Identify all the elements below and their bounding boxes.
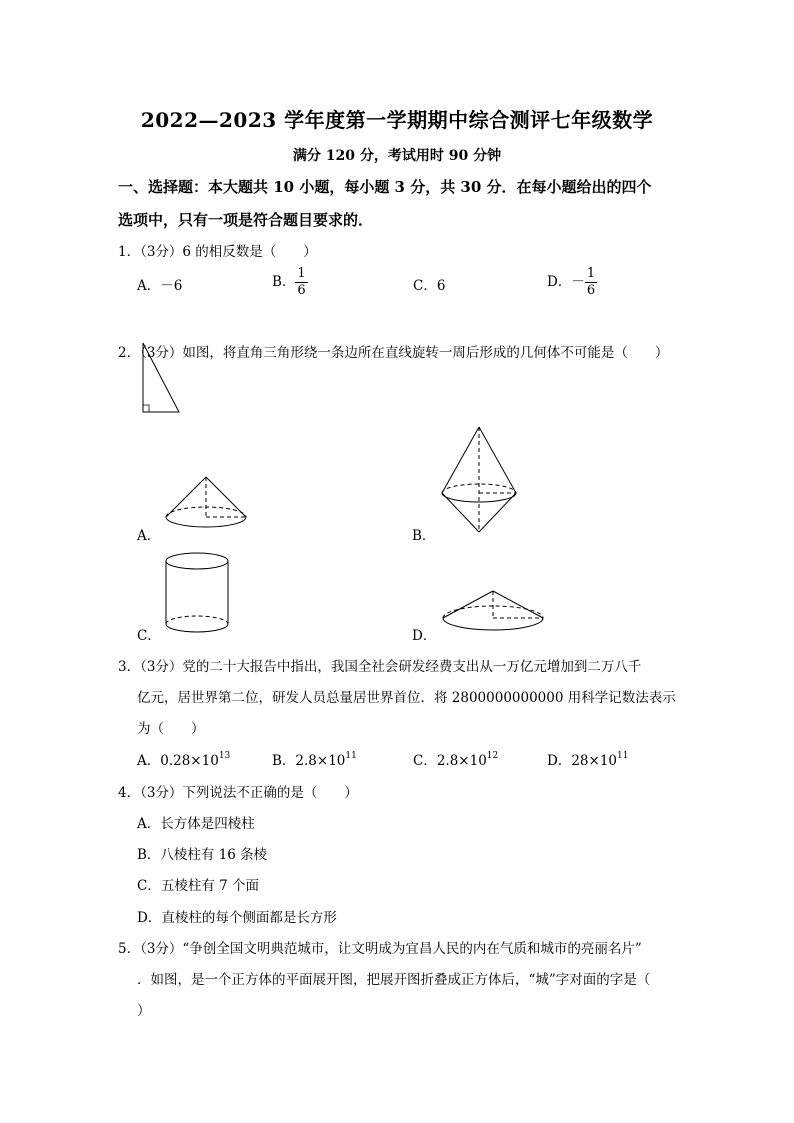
q1-option-c: C．6 [413, 278, 446, 294]
q4-stem: 4．（3分）下列说法不正确的是（ ） [118, 785, 358, 801]
page-subtitle: 满分 120 分，考试用时 90 分钟 [292, 148, 502, 164]
q1-option-d [547, 266, 597, 299]
q1-option-b-prefix: B． [272, 274, 296, 290]
q2-stem: 2．（3分）如图，将直角三角形绕一条边所在直线旋转一周后形成的几何体不可能是（ ） [118, 345, 669, 361]
q3-option-c-base: C．2.8×10 [413, 753, 487, 769]
q3-stem-line1: 3．（3分）党的二十大报告中指出，我国全社会研发经费支出从一万亿元增加到二万八千 [118, 659, 642, 675]
q3-option-d [547, 749, 628, 769]
q1-option-a: A．－6 [137, 278, 183, 294]
q1-option-d-prefix: D．－ [547, 274, 585, 290]
q5-stem-line3: ） [137, 1003, 151, 1019]
q3-stem-line3: 为（ ） [137, 721, 205, 737]
fraction-numerator: 1 [586, 266, 596, 281]
q3-option-a-exponent: 13 [218, 751, 231, 761]
q1-stem: 1．（3分）6 的相反数是（ ） [118, 244, 317, 260]
q1-option-b [272, 266, 308, 299]
q3-option-b [272, 749, 357, 769]
q4-option-a: A．长方体是四棱柱 [137, 816, 255, 832]
section-heading-line2: 选项中，只有一项是符合题目要求的． [118, 211, 374, 229]
fraction-denominator: 6 [297, 283, 306, 298]
q2-option-c-label: C． [137, 628, 161, 644]
section-heading-line1: 一、选择题：本大题共 10 小题，每小题 3 分，共 30 分．在每小题给出的四个 [118, 178, 652, 196]
page-title: 2022—2023 学年度第一学期期中综合测评七年级数学 [140, 108, 654, 132]
q4-option-c: C．五棱柱有 7 个面 [137, 878, 260, 894]
fraction-denominator: 6 [586, 283, 596, 298]
fraction-numerator: 1 [297, 266, 306, 281]
q3-stem-line2: 亿元，居世界第二位，研发人员总量居世界首位．将 2800000000000 用科学记数法表示 [137, 690, 676, 706]
q3-option-c-exponent: 12 [486, 751, 499, 761]
q2-option-a-label: A． [137, 528, 161, 544]
q4-option-b: B．八棱柱有 16 条棱 [137, 847, 268, 863]
q5-stem-line1: 5．（3分）“争创全国文明典范城市，让文明成为宜昌人民的内在气质和城市的亮丽名片” [118, 941, 642, 957]
q3-option-c [413, 749, 498, 769]
q1-option-d-fraction [585, 266, 597, 299]
q5-stem-line2: ．如图，是一个正方体的平面展开图，把展开图折叠成正方体后，“城”字对面的字是（ [137, 972, 651, 988]
q3-option-b-base: B．2.8×10 [272, 753, 346, 769]
q2-option-d-label: D． [412, 628, 437, 644]
flat-cone-figure [0, 0, 1, 1]
q3-option-b-exponent: 11 [345, 751, 357, 761]
q3-option-d-exponent: 11 [617, 751, 629, 761]
q3-option-a-base: A．0.28×10 [137, 753, 219, 769]
q3-option-a [137, 749, 230, 769]
q3-option-d-base: D．28×10 [547, 753, 617, 769]
q2-option-b-label: B． [412, 528, 436, 544]
q4-option-d: D．直棱柱的每个侧面都是长方形 [137, 910, 337, 926]
q1-option-b-fraction [295, 266, 307, 299]
